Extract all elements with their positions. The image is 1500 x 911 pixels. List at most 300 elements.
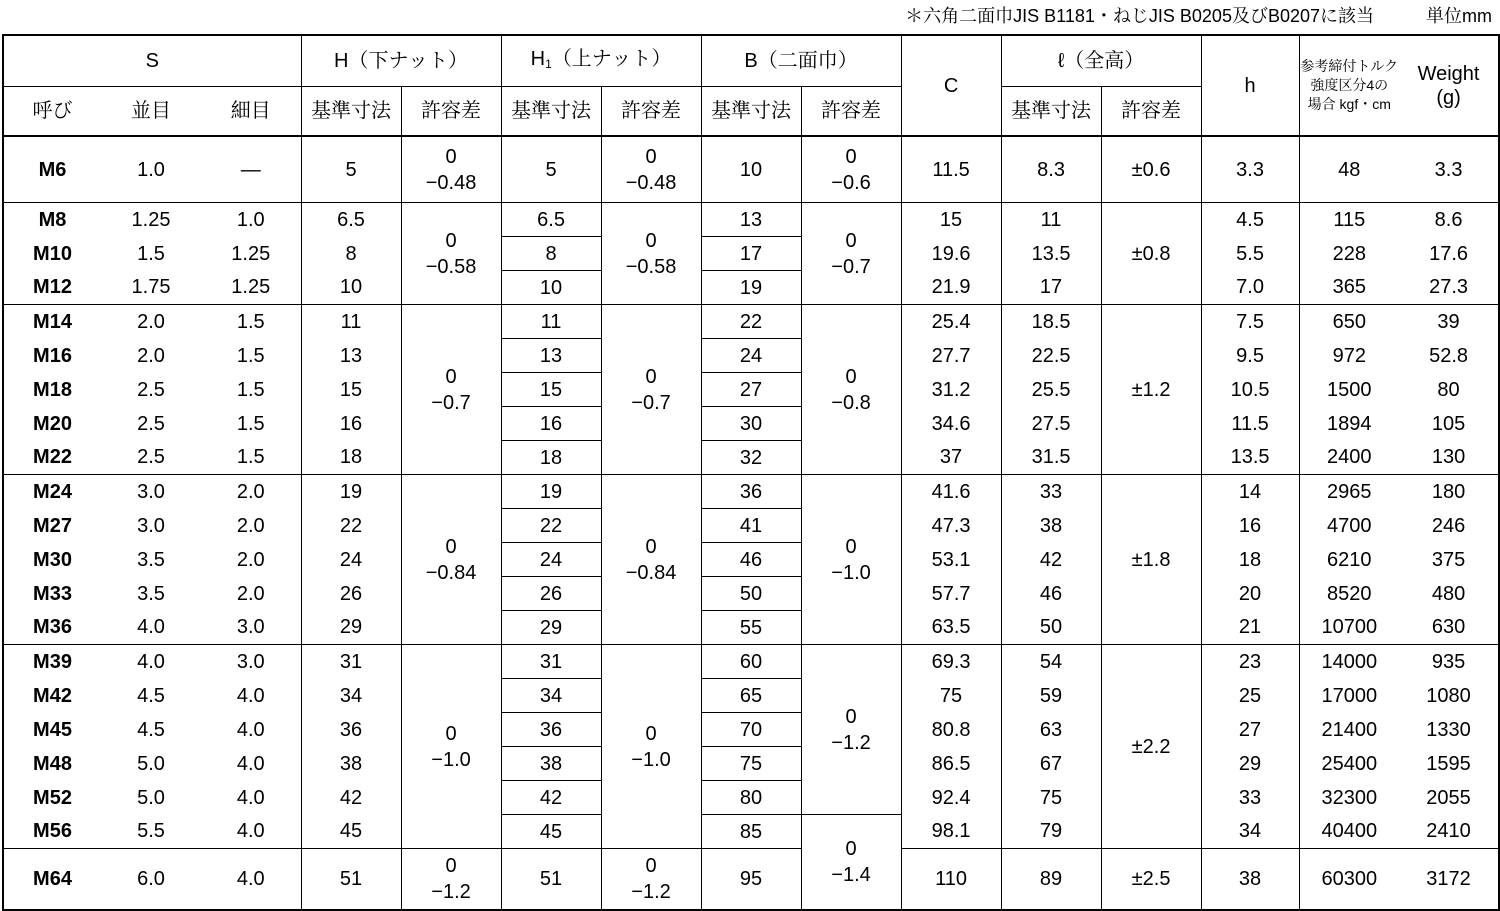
weight-cell — [1399, 237, 1499, 271]
cell-value: 3.5 — [137, 548, 165, 571]
cell-value: 22 — [339, 514, 363, 537]
tolerance-cell — [801, 815, 901, 911]
header-h1-basic: 基準寸法 — [501, 87, 601, 137]
thread-size-cell — [3, 781, 101, 815]
weight-cell — [1399, 645, 1499, 679]
h1-basic-cell — [501, 203, 601, 237]
h-approx-cell — [1201, 679, 1299, 713]
cell-value: 34.6 — [931, 412, 971, 435]
cell-value: 11.5 — [932, 158, 970, 181]
b-basic-cell — [701, 203, 801, 237]
h-basic-cell — [301, 543, 401, 577]
weight-cell — [1399, 305, 1499, 339]
l-basic-cell — [1001, 136, 1101, 203]
pitch-coarse-cell — [101, 645, 201, 679]
cell-value: 31.5 — [1031, 446, 1071, 469]
weight-cell — [1399, 781, 1499, 815]
header-b: B（二面巾） — [701, 35, 901, 87]
tolerance-cell — [401, 305, 501, 475]
cell-value: 80 — [1437, 378, 1460, 401]
cell-value: 13 — [539, 344, 563, 367]
b-basic-cell — [701, 509, 801, 543]
cell-value: M8 — [38, 208, 67, 231]
c-value-cell — [901, 203, 1001, 237]
tolerance-value: 0 −0.84 — [625, 535, 677, 584]
table-row — [3, 136, 1499, 203]
pitch-fine-cell — [201, 713, 301, 747]
cell-value: 24 — [539, 548, 563, 571]
h-approx-cell — [1201, 577, 1299, 611]
table-row — [3, 305, 1499, 339]
torque-cell — [1299, 713, 1399, 747]
cell-value: 10 — [739, 158, 763, 181]
thread-size-cell — [3, 271, 101, 305]
cell-value: 2.5 — [137, 446, 165, 469]
cell-value: 6.5 — [537, 208, 565, 231]
b-basic-cell — [701, 611, 801, 645]
tolerance-cell — [401, 136, 501, 203]
cell-value: 30 — [739, 412, 763, 435]
weight-cell — [1399, 373, 1499, 407]
cell-value: 70 — [739, 718, 763, 741]
cell-value: 85 — [739, 820, 763, 843]
cell-value: 6210 — [1327, 548, 1372, 571]
h-approx-cell — [1201, 136, 1299, 203]
h1-basic-cell — [501, 305, 601, 339]
h-approx-cell — [1201, 373, 1299, 407]
cell-value: 40400 — [1321, 820, 1378, 843]
table-row — [3, 475, 1499, 509]
cell-value: M12 — [33, 276, 72, 299]
tolerance-cell — [601, 849, 701, 911]
cell-value: 11 — [540, 310, 562, 333]
c-value-cell — [901, 679, 1001, 713]
cell-value: 2410 — [1426, 820, 1471, 843]
torque-cell — [1299, 373, 1399, 407]
h-basic-cell — [301, 611, 401, 645]
cell-value: 29 — [539, 616, 563, 639]
header-h1-tol: 許容差 — [601, 87, 701, 137]
cell-value: M48 — [33, 752, 72, 775]
h-approx-cell — [1201, 509, 1299, 543]
cell-value: 25 — [1238, 684, 1262, 707]
table-row — [3, 781, 1499, 815]
pitch-fine-cell — [201, 407, 301, 441]
pitch-coarse-cell — [101, 543, 201, 577]
cell-value: 7.0 — [1236, 276, 1264, 299]
b-basic-cell — [701, 407, 801, 441]
cell-value: 1.5 — [236, 412, 265, 435]
cell-value: 1500 — [1327, 378, 1372, 401]
cell-value: 32300 — [1321, 786, 1378, 809]
torque-cell — [1299, 271, 1399, 305]
l-tolerance-cell — [1101, 203, 1201, 305]
tolerance-value: 0 −0.58 — [425, 229, 477, 278]
cell-value: — — [240, 158, 261, 181]
cell-value: 2.5 — [137, 412, 165, 435]
pitch-fine-cell — [201, 136, 301, 203]
torque-cell — [1299, 136, 1399, 203]
b-basic-cell — [701, 237, 801, 271]
table-row — [3, 611, 1499, 645]
pitch-fine-cell — [201, 475, 301, 509]
cell-value: 22.5 — [1031, 344, 1071, 367]
cell-value: 29 — [339, 616, 363, 639]
b-basic-cell — [701, 747, 801, 781]
cell-value: 31 — [339, 650, 363, 673]
weight-cell — [1399, 849, 1499, 911]
cell-value: 52.8 — [1429, 344, 1469, 367]
tolerance-value: ±0.8 — [1131, 242, 1171, 265]
pitch-fine-cell — [201, 781, 301, 815]
torque-cell — [1299, 237, 1399, 271]
cell-value: 2.0 — [236, 548, 265, 571]
cell-value: 7.5 — [1236, 310, 1264, 333]
h-basic-cell — [301, 577, 401, 611]
pitch-coarse-cell — [101, 136, 201, 203]
tolerance-cell — [601, 645, 701, 849]
cell-value: 57.7 — [931, 582, 971, 605]
cell-value: 26 — [339, 582, 363, 605]
tolerance-value: ±0.6 — [1131, 158, 1171, 181]
b-basic-cell — [701, 849, 801, 911]
cell-value: 8520 — [1327, 582, 1372, 605]
h-approx-cell — [1201, 271, 1299, 305]
cell-value: 19 — [539, 480, 563, 503]
table-row — [3, 747, 1499, 781]
table-row — [3, 407, 1499, 441]
cell-value: 50 — [739, 582, 763, 605]
cell-value: 75 — [739, 752, 763, 775]
cell-value: 8 — [345, 242, 357, 265]
thread-size-cell — [3, 407, 101, 441]
table-row — [3, 543, 1499, 577]
h-basic-cell — [301, 407, 401, 441]
weight-cell — [1399, 407, 1499, 441]
tolerance-cell — [401, 645, 501, 849]
cell-value: 29 — [1238, 752, 1262, 775]
c-value-cell — [901, 407, 1001, 441]
c-value-cell — [901, 305, 1001, 339]
tolerance-value: 0 −0.7 — [631, 365, 671, 414]
table-row — [3, 441, 1499, 475]
tolerance-value: ±2.5 — [1131, 868, 1171, 890]
cell-value: 4.0 — [137, 616, 165, 639]
tolerance-value: 0 −1.2 — [431, 855, 471, 903]
cell-value: 4.0 — [236, 718, 265, 741]
cell-value: 34 — [539, 684, 563, 707]
cell-value: 19 — [739, 276, 763, 299]
cell-value: 4.5 — [137, 718, 165, 741]
h-approx-cell — [1201, 815, 1299, 849]
cell-value: 1894 — [1327, 412, 1372, 435]
table-row — [3, 203, 1499, 237]
cell-value: 1.25 — [131, 208, 171, 231]
cell-value: 2965 — [1327, 480, 1372, 503]
pitch-coarse-cell — [101, 747, 201, 781]
cell-value: 4.0 — [236, 752, 265, 775]
cell-value: 365 — [1332, 276, 1366, 299]
unit-label: 単位mm — [1426, 6, 1492, 26]
h1-basic-cell — [501, 781, 601, 815]
standard-text: ＊六角二面巾JIS B1181・ねじJIS B0205及びB0207に該当 — [905, 6, 1374, 26]
c-value-cell — [901, 475, 1001, 509]
c-value-cell — [901, 509, 1001, 543]
tolerance-cell — [801, 136, 901, 203]
cell-value: 11 — [340, 310, 362, 333]
torque-cell — [1299, 815, 1399, 849]
cell-value: M14 — [33, 310, 72, 333]
cell-value: 63 — [1039, 718, 1063, 741]
h-basic-cell — [301, 645, 401, 679]
cell-value: 3172 — [1426, 868, 1471, 890]
c-value-cell — [901, 577, 1001, 611]
h-basic-cell — [301, 679, 401, 713]
cell-value: 15 — [539, 378, 563, 401]
cell-value: 45 — [539, 820, 563, 843]
header-row-1 — [3, 35, 1499, 87]
h-basic-cell — [301, 713, 401, 747]
cell-value: 27 — [739, 378, 763, 401]
cell-value: 50 — [1039, 616, 1063, 639]
l-basic-cell — [1001, 373, 1101, 407]
weight-cell — [1399, 713, 1499, 747]
cell-value: 37 — [939, 446, 963, 469]
cell-value: 53.1 — [931, 548, 971, 571]
cell-value: 34 — [1238, 820, 1262, 843]
c-value-cell — [901, 441, 1001, 475]
table-row — [3, 849, 1499, 911]
cell-value: 36 — [739, 480, 763, 503]
cell-value: 14000 — [1321, 650, 1378, 673]
nut-spec-table — [2, 34, 1500, 911]
cell-value: 21 — [1238, 616, 1262, 639]
header-weight: Weight (g) — [1399, 35, 1499, 136]
h-approx-cell — [1201, 475, 1299, 509]
thread-size-cell — [3, 305, 101, 339]
cell-value: 33 — [1039, 480, 1063, 503]
b-basic-cell — [701, 339, 801, 373]
b-basic-cell — [701, 271, 801, 305]
c-value-cell — [901, 747, 1001, 781]
table-row — [3, 373, 1499, 407]
h-approx-cell — [1201, 849, 1299, 911]
cell-value: M18 — [33, 378, 72, 401]
tolerance-value: 0 −1.2 — [631, 855, 671, 903]
cell-value: 10 — [339, 276, 363, 299]
l-basic-cell — [1001, 713, 1101, 747]
torque-cell — [1299, 407, 1399, 441]
tolerance-value: 0 −1.0 — [631, 722, 671, 771]
cell-value: 31.2 — [931, 378, 971, 401]
tolerance-value: 0 −1.0 — [431, 722, 471, 771]
cell-value: 4700 — [1327, 514, 1372, 537]
cell-value: 1080 — [1426, 684, 1471, 707]
pitch-coarse-cell — [101, 713, 201, 747]
h1-basic-cell — [501, 747, 601, 781]
header-l-basic: 基準寸法 — [1001, 87, 1101, 137]
weight-cell — [1399, 509, 1499, 543]
l-basic-cell — [1001, 407, 1101, 441]
h-approx-cell — [1201, 339, 1299, 373]
cell-value: 2055 — [1426, 786, 1471, 809]
cell-value: 9.5 — [1236, 344, 1264, 367]
cell-value: 34 — [339, 684, 363, 707]
cell-value: 41.6 — [931, 480, 971, 503]
thread-size-cell — [3, 645, 101, 679]
cell-value: 8.6 — [1434, 208, 1463, 231]
weight-cell — [1399, 203, 1499, 237]
h-basic-cell — [301, 849, 401, 911]
l-basic-cell — [1001, 781, 1101, 815]
l-basic-cell — [1001, 543, 1101, 577]
cell-value: 39 — [1437, 310, 1460, 333]
cell-value: 5.5 — [1236, 242, 1264, 265]
l-basic-cell — [1001, 203, 1101, 237]
cell-value: 80.8 — [931, 718, 971, 741]
cell-value: 8 — [545, 242, 557, 265]
tolerance-value: ±1.2 — [1131, 378, 1171, 401]
cell-value: 650 — [1332, 310, 1366, 333]
cell-value: 25.4 — [931, 310, 971, 333]
l-basic-cell — [1001, 509, 1101, 543]
cell-value: 2400 — [1327, 446, 1372, 469]
tolerance-value: 0 −0.84 — [425, 535, 477, 584]
c-value-cell — [901, 271, 1001, 305]
cell-value: 246 — [1431, 514, 1466, 537]
torque-cell — [1299, 509, 1399, 543]
header-b-tol: 許容差 — [801, 87, 901, 137]
cell-value: 110 — [935, 868, 967, 890]
header-s: S — [3, 35, 301, 87]
table-row — [3, 679, 1499, 713]
l-basic-cell — [1001, 679, 1101, 713]
cell-value: 16 — [339, 412, 363, 435]
h-basic-cell — [301, 136, 401, 203]
cell-value: 3.5 — [137, 582, 165, 605]
table-row — [3, 339, 1499, 373]
thread-size-cell — [3, 441, 101, 475]
pitch-coarse-cell — [101, 679, 201, 713]
table-row — [3, 509, 1499, 543]
c-value-cell — [901, 339, 1001, 373]
c-value-cell — [901, 713, 1001, 747]
cell-value: 65 — [739, 684, 763, 707]
torque-cell — [1299, 611, 1399, 645]
h-basic-cell — [301, 509, 401, 543]
tolerance-value: ±2.2 — [1131, 735, 1171, 758]
cell-value: 15 — [339, 378, 363, 401]
cell-value: 2.5 — [137, 378, 165, 401]
cell-value: 36 — [339, 718, 363, 741]
cell-value: M42 — [33, 684, 72, 707]
tolerance-cell — [801, 645, 901, 815]
cell-value: 15 — [939, 208, 963, 231]
pitch-fine-cell — [201, 849, 301, 911]
l-tolerance-cell — [1101, 305, 1201, 475]
cell-value: 16 — [539, 412, 563, 435]
cell-value: 18 — [339, 446, 363, 469]
cell-value: 42 — [339, 786, 363, 809]
cell-value: 6.0 — [137, 868, 165, 890]
h-basic-cell — [301, 203, 401, 237]
tolerance-cell — [401, 475, 501, 645]
h1-basic-cell — [501, 271, 601, 305]
b-basic-cell — [701, 373, 801, 407]
h1-basic-cell — [501, 713, 601, 747]
cell-value: 17.6 — [1429, 242, 1469, 265]
h-approx-cell — [1201, 611, 1299, 645]
c-value-cell — [901, 645, 1001, 679]
pitch-fine-cell — [201, 577, 301, 611]
cell-value: M10 — [33, 242, 72, 265]
h-approx-cell — [1201, 645, 1299, 679]
cell-value: 24 — [339, 548, 363, 571]
l-basic-cell — [1001, 475, 1101, 509]
h-basic-cell — [301, 781, 401, 815]
header-h-tol: 許容差 — [401, 87, 501, 137]
cell-value: 46 — [1039, 582, 1063, 605]
c-value-cell — [901, 849, 1001, 911]
thread-size-cell — [3, 475, 101, 509]
pitch-fine-cell — [201, 305, 301, 339]
header-torque: 参考締付トルク 強度区分4の 場合 kgf・cm — [1299, 35, 1399, 136]
h1-basic-cell — [501, 849, 601, 911]
torque-cell — [1299, 475, 1399, 509]
h-approx-cell — [1201, 441, 1299, 475]
tolerance-cell — [601, 475, 701, 645]
tolerance-value: ±1.8 — [1131, 548, 1171, 571]
tolerance-value: 0 −1.0 — [831, 535, 871, 584]
cell-value: 5 — [345, 158, 357, 181]
l-basic-cell — [1001, 237, 1101, 271]
h1-basic-cell — [501, 577, 601, 611]
pitch-fine-cell — [201, 237, 301, 271]
cell-value: 38 — [339, 752, 363, 775]
weight-cell — [1399, 136, 1499, 203]
tolerance-value: 0 −0.58 — [625, 229, 677, 278]
c-value-cell — [901, 815, 1001, 849]
cell-value: 18 — [1238, 548, 1262, 571]
cell-value: 69.3 — [931, 650, 971, 673]
cell-value: 55 — [739, 616, 763, 639]
cell-value: 2.0 — [137, 310, 165, 333]
cell-value: 17000 — [1321, 684, 1378, 707]
torque-cell — [1299, 747, 1399, 781]
cell-value: 4.0 — [236, 868, 265, 890]
h-basic-cell — [301, 339, 401, 373]
h1-basic-cell — [501, 136, 601, 203]
cell-value: M22 — [33, 446, 72, 469]
b-basic-cell — [701, 305, 801, 339]
cell-value: 1.5 — [236, 378, 265, 401]
tolerance-value: 0 −0.7 — [431, 365, 471, 414]
thread-size-cell — [3, 577, 101, 611]
cell-value: 1.0 — [137, 158, 165, 181]
cell-value: 1.0 — [236, 208, 265, 231]
pitch-coarse-cell — [101, 271, 201, 305]
h-approx-cell — [1201, 203, 1299, 237]
pitch-coarse-cell — [101, 237, 201, 271]
pitch-coarse-cell — [101, 203, 201, 237]
c-value-cell — [901, 543, 1001, 577]
tolerance-value: 0 −0.8 — [831, 365, 871, 414]
weight-cell — [1399, 543, 1499, 577]
cell-value: 33 — [1238, 786, 1262, 809]
thread-size-cell — [3, 136, 101, 203]
torque-cell — [1299, 577, 1399, 611]
weight-cell — [1399, 475, 1499, 509]
